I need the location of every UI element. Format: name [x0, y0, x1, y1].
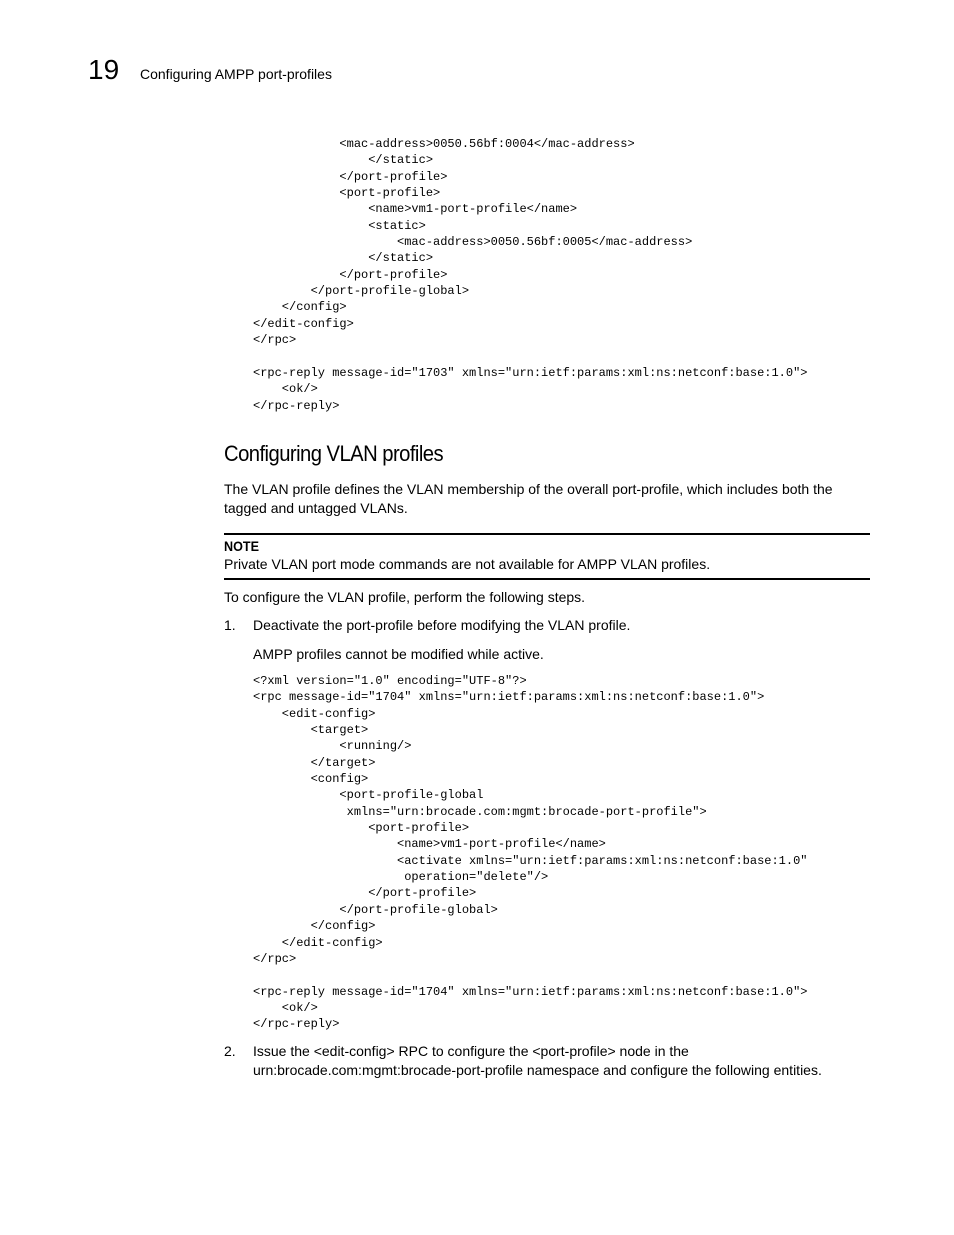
section-intro: The VLAN profile defines the VLAN membership of the overall port-profile, which includes both the tagged and untagged VLANs. [224, 481, 833, 516]
step-number: 2. [224, 1043, 236, 1059]
note-text: Private VLAN port mode commands are not available for AMPP VLAN profiles. [224, 556, 711, 572]
step-text: Issue the <edit-config> RPC to configure the <port-profile> node in the urn:brocade.com:mgmt:brocade-port-profile namespace and configure the following entities. [253, 1043, 822, 1078]
note-box [224, 533, 870, 580]
step-text: Deactivate the port-profile before modifying the VLAN profile. [253, 617, 631, 633]
note-label: NOTE [224, 538, 260, 554]
step-subtext: AMPP profiles cannot be modified while active. [253, 646, 544, 662]
steps-intro: To configure the VLAN profile, perform the following steps. [224, 589, 586, 605]
step-number: 1. [224, 617, 236, 633]
running-header-title: Configuring AMPP port-profiles [140, 66, 332, 82]
chapter-number: 19 [88, 54, 120, 85]
code-block-xml-rpc-1704: <?xml version="1.0" encoding="UTF-8"?> <rpc message-id="1704" xmlns="urn:ietf:params:xml:ns:netconf:base:1.0"> <edit-config> <target> <running/> </target> <config> <port-profile-global xmlns="urn:brocade.com:mgmt:brocade-port-profile"> <port-profile> <name>vm1-port-profile</name> <activate xmlns="urn:ietf:params:xml:ns:netconf:base:1.0" operation="delete"/> </port-profile> </port-profile-global> </config> </edit-config> </rpc> <rpc-reply message-id="1704" xmlns="urn:ietf:params:xml:ns:netconf:base:1.0"> <ok/> </rpc-reply> [253, 674, 808, 1032]
section-heading: Configuring VLAN profiles [224, 441, 444, 466]
code-block-xml-rpc-1703: <mac-address>0050.56bf:0004</mac-address> </static> </port-profile> <port-profile> <name>vm1-port-profile</name> <static> <mac-address>0050.56bf:0005</mac-address> </static> </port-profile> </port-profile-global> </config> </edit-config> </rpc> <rpc-reply message-id="1703" xmlns="urn:ietf:params:xml:ns:netconf:base:1.0"> <ok/> </rpc-reply> [253, 137, 808, 413]
